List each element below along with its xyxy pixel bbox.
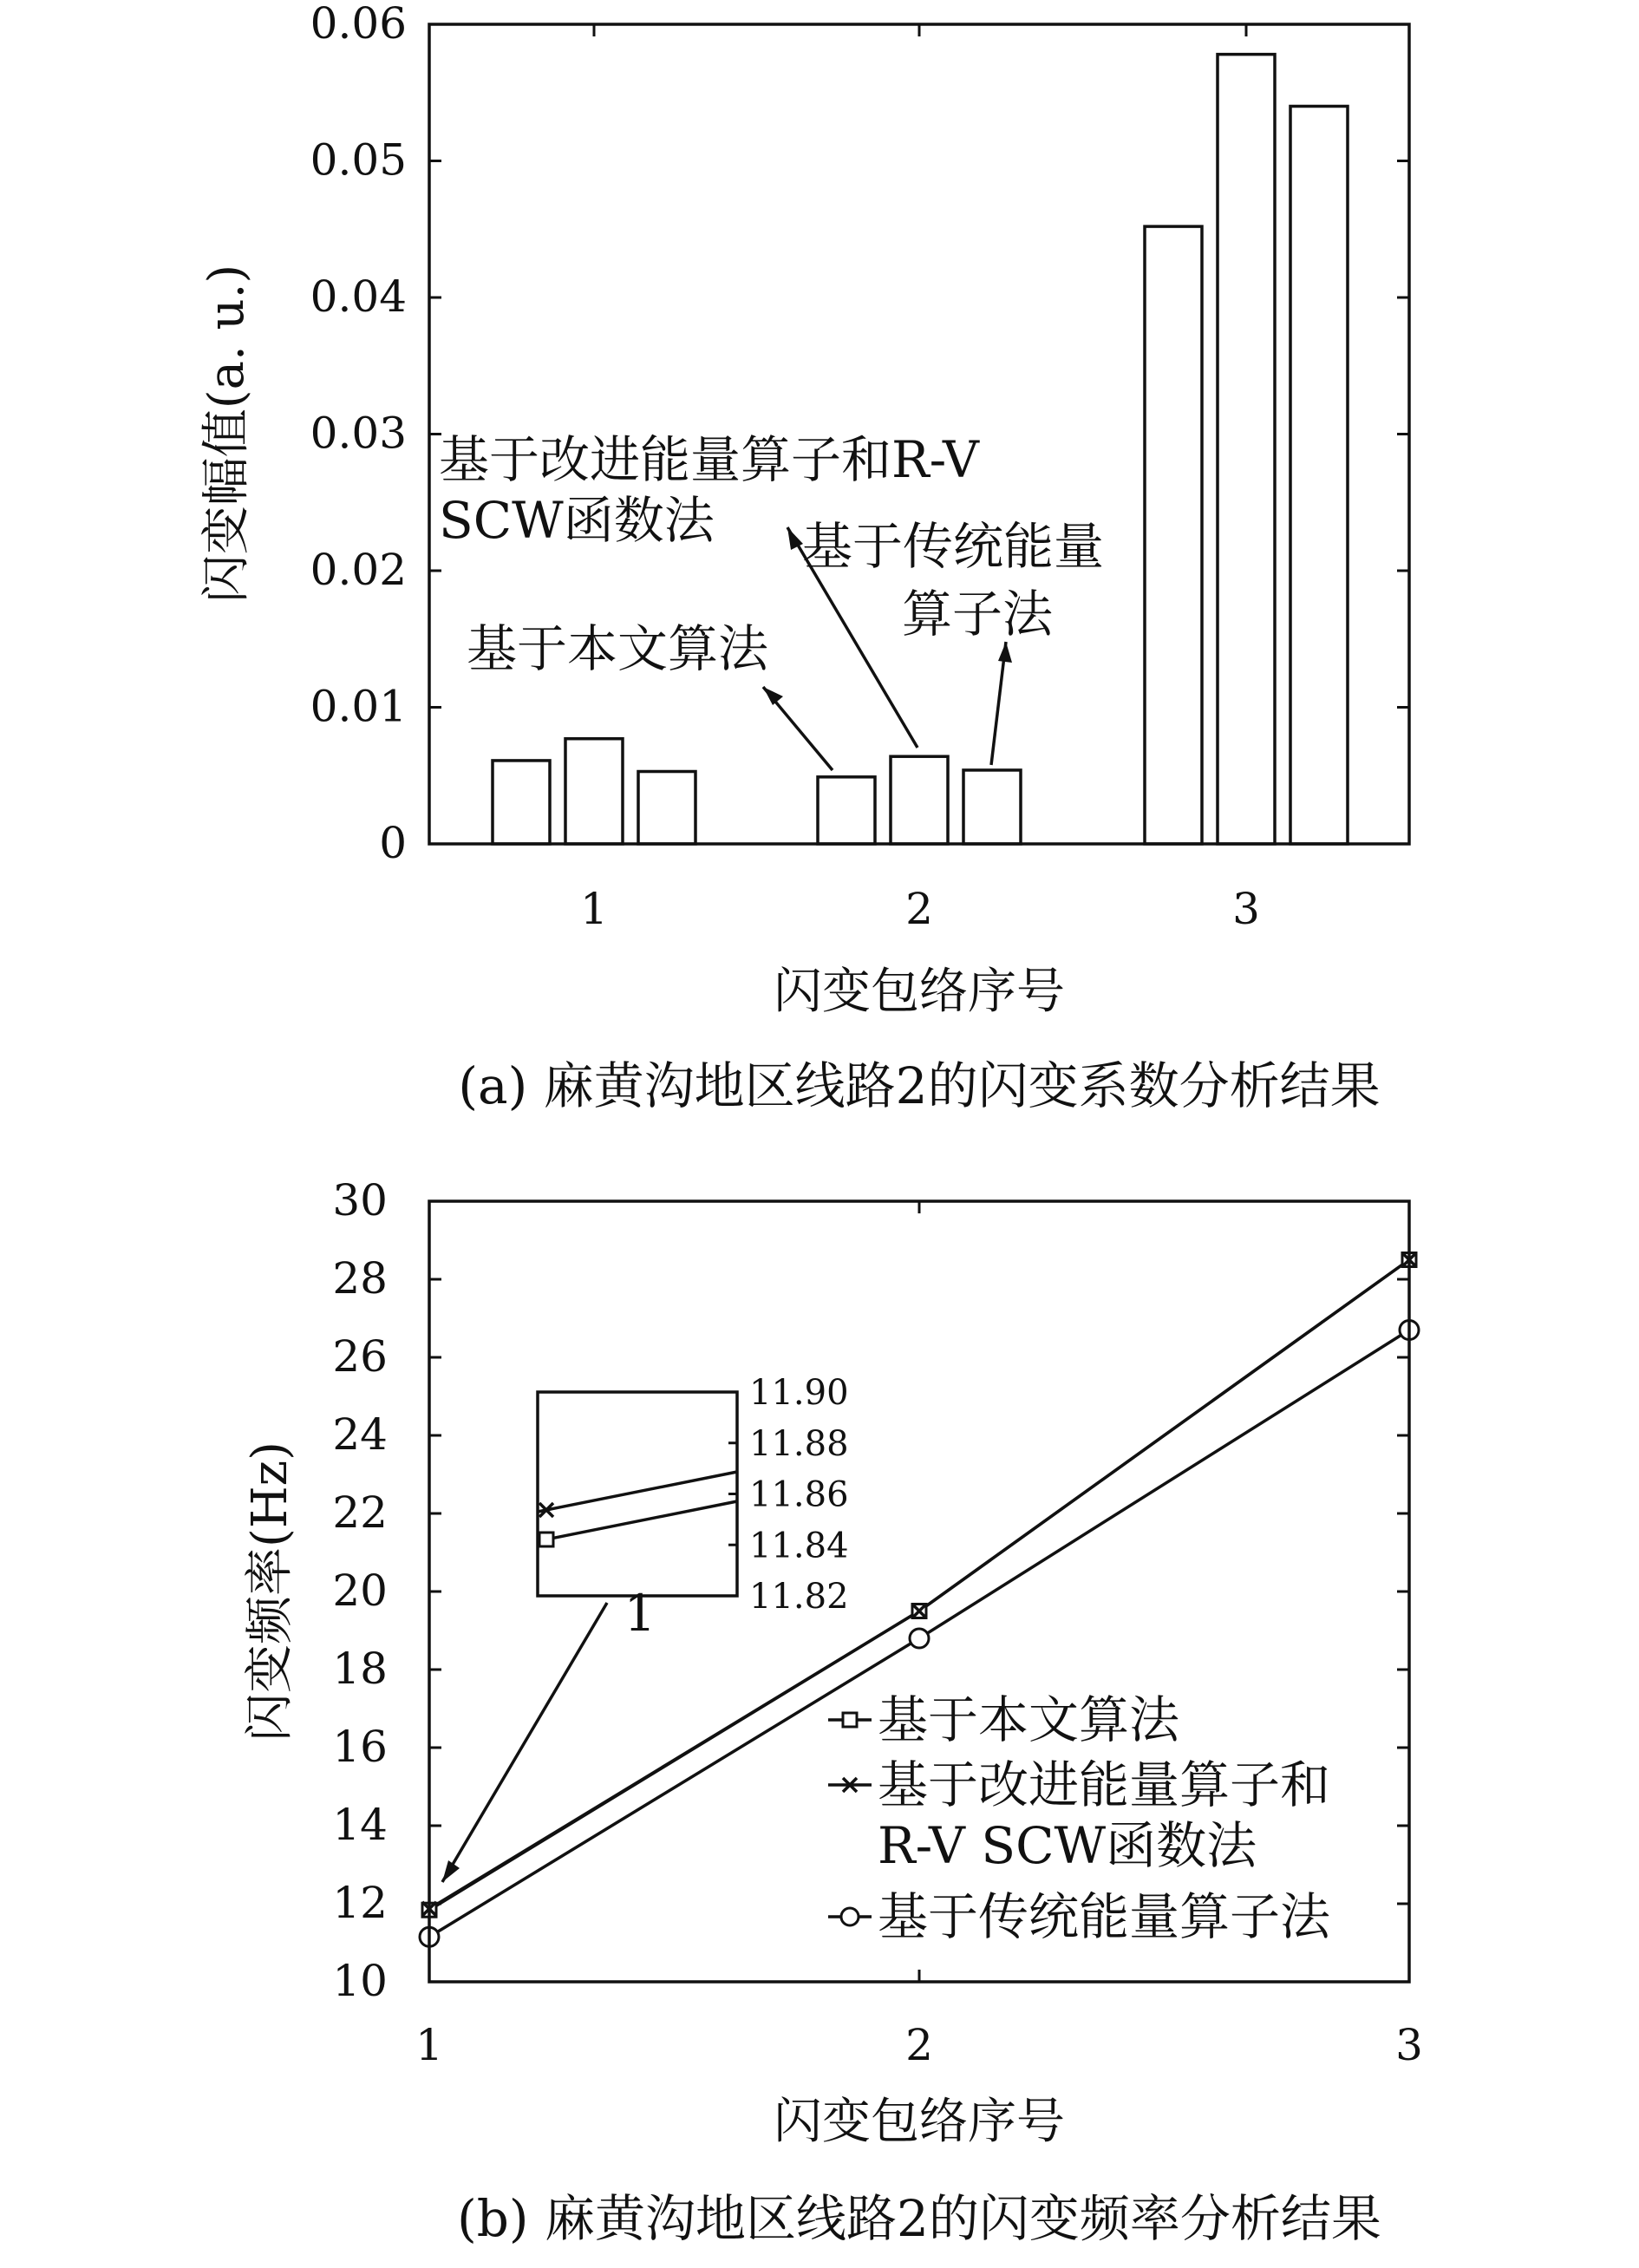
chart-b-xtick-label-0: 1 bbox=[415, 2020, 443, 2070]
legend-item-traditional bbox=[828, 1887, 1331, 1946]
chart-b-ytick-label-6: 22 bbox=[332, 1487, 388, 1538]
chart-b-ytick-label-4: 18 bbox=[332, 1644, 388, 1694]
inset-ytick-label-3: 11.84 bbox=[749, 1526, 849, 1566]
chart-a-bar-cat1-series3 bbox=[638, 772, 695, 844]
chart-a-x-axis-label: 闪变包络序号 bbox=[774, 964, 1065, 1020]
arrow-head-traditional bbox=[998, 642, 1012, 663]
chart-a-bar bbox=[199, 0, 1409, 1115]
arrow-head-this-method bbox=[763, 687, 783, 705]
inset-marker-square bbox=[539, 1533, 553, 1546]
chart-b-caption: (b) 麻黄沟地区线路2的闪变频率分析结果 bbox=[457, 2189, 1381, 2248]
chart-a-ytick-label-6: 0.06 bbox=[310, 0, 407, 49]
chart-b-ytick-label-2: 14 bbox=[332, 1800, 388, 1850]
inset-line-improved bbox=[538, 1472, 737, 1512]
inset-ytick-label-1: 11.88 bbox=[749, 1423, 849, 1464]
chart-b-ytick-label-9: 28 bbox=[332, 1253, 388, 1304]
chart-a-bar-cat2-series2 bbox=[891, 756, 948, 844]
chart-a-ytick-label-2: 0.02 bbox=[310, 545, 407, 595]
chart-b-ytick-label-8: 26 bbox=[332, 1331, 388, 1382]
chart-b-ytick-label-0: 10 bbox=[332, 1956, 388, 2006]
chart-b-ytick-label-7: 24 bbox=[332, 1409, 388, 1460]
inset-x-label: 1 bbox=[624, 1584, 656, 1643]
inset-ytick-label-0: 11.90 bbox=[749, 1373, 849, 1413]
legend-label-improved-line1: 基于改进能量算子和 bbox=[878, 1755, 1331, 1814]
chart-a-y-axis-label: 闪变幅值(a. u.) bbox=[199, 264, 255, 604]
chart-a-caption: (a) 麻黄沟地区线路2的闪变系数分析结果 bbox=[458, 1056, 1381, 1115]
chart-b-ytick-label-10: 30 bbox=[332, 1175, 388, 1226]
chart-a-bar-cat2-series3 bbox=[963, 770, 1021, 844]
chart-a-annotation-traditional-line1: 基于传统能量 bbox=[802, 517, 1105, 576]
chart-a-bar-cat1-series1 bbox=[493, 761, 550, 844]
arrow-head-improved bbox=[787, 527, 803, 550]
inset-frame bbox=[538, 1392, 737, 1596]
chart-a-xtick-label-0: 1 bbox=[580, 884, 608, 934]
inset-ytick-label-4: 11.82 bbox=[749, 1577, 849, 1617]
inset-arrow-head bbox=[442, 1860, 460, 1882]
legend-label-improved-line2: R-V SCW函数法 bbox=[878, 1816, 1257, 1875]
chart-b-legend bbox=[828, 1690, 1331, 1946]
chart-b-xtick-label-2: 3 bbox=[1395, 2020, 1423, 2070]
chart-a-bar-cat1-series2 bbox=[565, 739, 623, 844]
legend-marker-circle bbox=[841, 1908, 859, 1925]
legend-item-improved bbox=[828, 1755, 1330, 1875]
chart-b-x-axis-label: 闪变包络序号 bbox=[774, 2094, 1065, 2150]
legend-label-traditional: 基于传统能量算子法 bbox=[878, 1887, 1331, 1946]
chart-a-bar-cat3-series3 bbox=[1290, 107, 1348, 845]
chart-b-marker-s3-p2 bbox=[910, 1629, 929, 1648]
chart-a-bar-cat3-series2 bbox=[1218, 55, 1275, 844]
chart-b-ytick-label-5: 20 bbox=[332, 1565, 388, 1616]
legend-marker-square bbox=[843, 1713, 857, 1727]
chart-a-xtick-label-1: 2 bbox=[905, 884, 933, 934]
chart-a-ytick-label-1: 0.01 bbox=[310, 681, 407, 732]
legend-label-this-method: 基于本文算法 bbox=[878, 1690, 1180, 1749]
chart-b-line bbox=[242, 1175, 1423, 2248]
chart-b-y-ticks bbox=[332, 1175, 1409, 2006]
inset-arrow bbox=[442, 1603, 607, 1882]
chart-b-ytick-label-3: 16 bbox=[332, 1722, 388, 1772]
chart-a-annotation-improved-line1: 基于改进能量算子和R-V bbox=[439, 430, 979, 489]
inset-line-this-method bbox=[538, 1501, 737, 1541]
chart-a-annotation-traditional-line2: 算子法 bbox=[902, 585, 1054, 644]
chart-a-bar-cat3-series1 bbox=[1145, 226, 1202, 844]
chart-a-bar-cat2-series1 bbox=[818, 777, 875, 844]
legend-item-this-method bbox=[828, 1690, 1180, 1749]
chart-a-ytick-label-4: 0.04 bbox=[310, 271, 407, 322]
chart-a-ytick-label-3: 0.03 bbox=[310, 408, 407, 459]
chart-a-annotation-improved-line2: SCW函数法 bbox=[439, 491, 715, 550]
chart-a-annotation-this-method: 基于本文算法 bbox=[467, 619, 769, 678]
inset-y-ticks bbox=[728, 1373, 849, 1617]
chart-b-xtick-label-1: 2 bbox=[905, 2020, 933, 2070]
chart-b-ytick-label-1: 12 bbox=[332, 1878, 388, 1928]
chart-a-xtick-label-2: 3 bbox=[1232, 884, 1260, 934]
chart-a-ytick-label-5: 0.05 bbox=[310, 134, 407, 186]
chart-a-ytick-label-0: 0 bbox=[379, 818, 407, 868]
inset-ytick-label-2: 11.86 bbox=[749, 1474, 849, 1515]
chart-b-y-axis-label: 闪变频率(Hz) bbox=[242, 1441, 298, 1742]
